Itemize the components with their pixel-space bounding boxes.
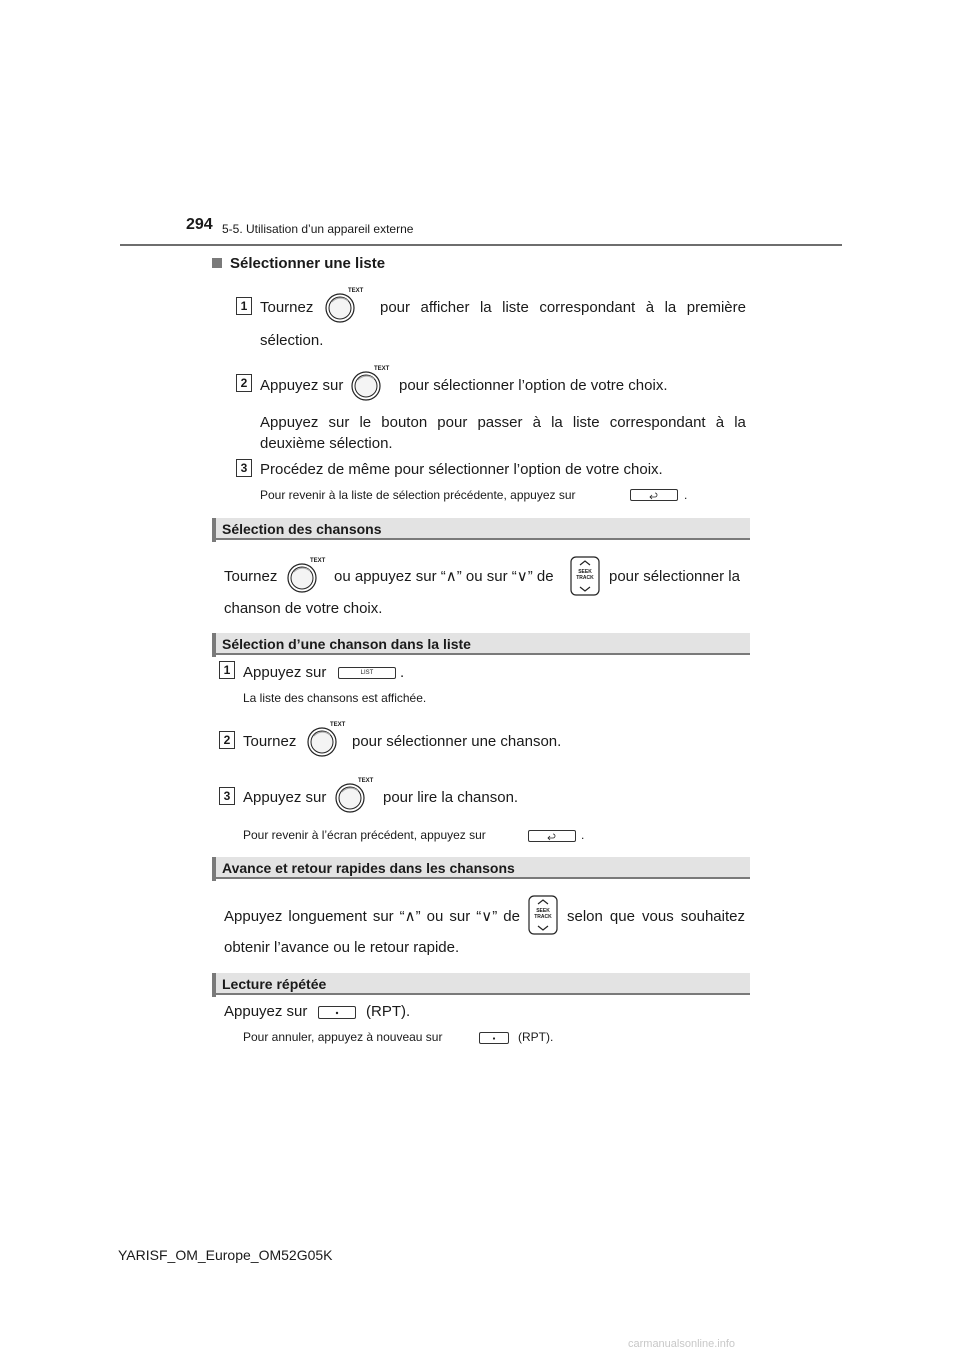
word: première [686,299,746,316]
section-bar-songs: Sélection des chansons [212,518,750,540]
step-text: Appuyez sur [260,377,344,394]
step-number: 3 [236,459,252,477]
word: la [734,414,746,431]
section-title: 5-5. Utilisation d’un appareil externe [222,222,414,236]
body-text: ou appuyez sur “∧” ou sur “∨” de [334,568,554,585]
word: vous [642,908,674,925]
knob-label: TEXT [310,558,326,564]
body-text: pour sélectionner la [609,568,740,585]
step-text: sélection. [260,332,324,349]
step-text: Appuyez sur [243,664,327,681]
section-bar-fast: Avance et retour rapides dans les chansons [212,857,750,879]
header-rule [120,244,842,246]
word: à [715,414,725,431]
step-text [260,413,746,433]
word: sur [328,414,350,431]
word: pour [380,299,411,316]
step-text: pour sélectionner l’option de votre choix. [399,377,668,394]
section-bar-song-list: Sélection d’une chanson dans la liste [212,633,750,655]
step-text: Appuyez sur [243,789,327,806]
word: pour [437,414,468,431]
rpt-button [479,1032,509,1044]
word: que [609,908,635,925]
tune-knob-icon [286,558,326,594]
word: le [359,414,372,431]
word: Appuyez [260,414,319,431]
step-number: 3 [219,787,235,805]
page-number: 294 [186,216,213,233]
tune-knob-icon [334,778,374,814]
knob-label: TEXT [330,722,346,728]
body-text [224,907,520,927]
step-text: Tournez [243,733,297,750]
word: sur [449,908,471,925]
note-text: La liste des chansons est affichée. [243,691,427,705]
footer-code: YARISF_OM_Europe_OM52G05K [118,1247,333,1263]
rpt-button [318,1006,356,1019]
note-text: Pour revenir à l’écran précédent, appuyez sur [243,828,486,842]
word: correspondant [609,414,706,431]
track-label: TRACK [534,914,552,920]
word: afficher [420,299,470,316]
word: passer [477,414,523,431]
back-button [528,830,576,842]
step-text: . [400,664,405,681]
word: liste [502,299,529,316]
seek-label: SEEK [536,908,550,914]
word: correspondant [539,299,636,316]
seek-track-button-icon [570,556,600,596]
knob-label: TEXT [374,366,390,372]
body-text: Tournez [224,568,278,585]
note-text: (RPT). [518,1030,554,1044]
word: longuement [288,908,367,925]
body-text: obtenir l’avance ou le retour rapide. [224,939,460,956]
watermark: carmanualsonline.info [628,1338,736,1350]
body-text [567,907,745,927]
step-number: 2 [219,731,235,749]
subheading-text: Sélectionner une liste [230,255,386,272]
word: “∧” [399,908,421,925]
word: ou [426,908,444,925]
word: bouton [381,414,428,431]
word: à [645,299,655,316]
section-bar-repeat: Lecture répétée [212,973,750,995]
word: selon [567,908,603,925]
knob-label: TEXT [358,778,374,784]
body-text: chanson de votre choix. [224,600,383,617]
word: Appuyez [224,908,283,925]
word: de [503,908,520,925]
knob-label: TEXT [348,288,364,294]
word: sur [372,908,394,925]
tune-knob-icon [324,288,364,324]
note-text: Pour annuler, appuyez à nouveau sur [243,1030,443,1044]
step-text: Tournez [260,299,314,316]
word: à [532,414,541,431]
track-label: TRACK [576,575,594,581]
step-text: pour lire la chanson. [383,789,519,806]
step-text [380,298,746,318]
word: “∨” [476,908,498,925]
body-text: (RPT). [366,1003,411,1020]
note-text: . [684,488,688,502]
step-text: deuxième sélection. [260,435,393,452]
step-text: Procédez de même pour sélectionner l’option de votre choix. [260,461,663,478]
word: liste [572,414,600,431]
step-number: 2 [236,374,252,392]
tune-knob-icon [306,722,346,758]
back-button [630,489,678,501]
note-text: . [581,828,585,842]
list-button: LIST [338,667,396,679]
subheading-select-list [212,255,385,272]
word: souhaitez [680,908,745,925]
word: la [664,299,677,316]
seek-track-button-icon [528,895,558,935]
step-number: 1 [236,297,252,315]
word: la [551,414,563,431]
body-text: Appuyez sur [224,1003,308,1020]
step-text: pour sélectionner une chanson. [352,733,562,750]
seek-label: SEEK [578,569,592,575]
tune-knob-icon [350,366,390,402]
square-bullet-icon [212,258,222,268]
word: la [479,299,492,316]
note-text: Pour revenir à la liste de sélection précédente, appuyez sur [260,488,576,502]
step-number: 1 [219,661,235,679]
